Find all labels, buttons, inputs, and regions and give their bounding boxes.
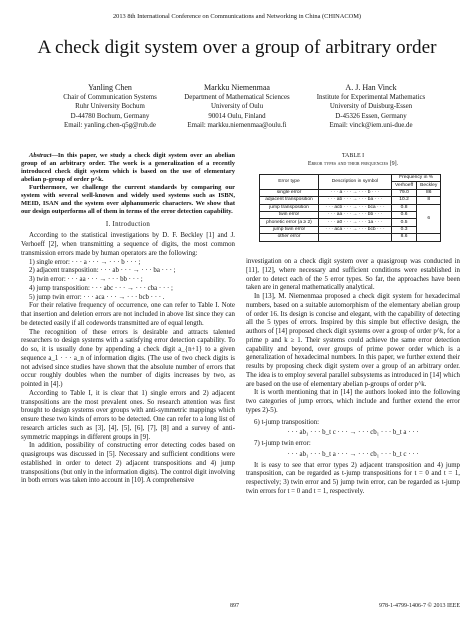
page-number: 897 bbox=[230, 603, 239, 609]
author-address: D-44780 Bochum, Germany bbox=[70, 112, 150, 120]
table-cell: 8.6 bbox=[392, 234, 417, 241]
table-header-cell: Frequency in % bbox=[392, 175, 441, 182]
error-type-item: 2) adjacent transposition: · · · ab · · · → · · · ba · · · ; bbox=[29, 267, 176, 275]
table-row bbox=[260, 234, 441, 241]
intro-paragraph: According to Table I, it is clear that 1) single errors and 2) adjacent transpositions are the most prevalent ones. So research attention was first brought to design systems over groups with anti-symmetric mappings which ensure these two kinds of errors to be detected. One can refer to a long list of research articles such as [3], [4], [5], [6], [7], [8] and a survey of anti-symmetric mappings in different groups in [9]. bbox=[21, 389, 235, 441]
author-affiliation: Institute for Experimental Mathematics bbox=[316, 94, 426, 101]
table-cell: single error bbox=[260, 189, 319, 196]
table-cell: · · · acb · · · → · · · bca · · · bbox=[319, 204, 392, 211]
table-row bbox=[260, 226, 441, 233]
body-paragraph: investigation on a check digit system over a quasigroup was conducted in [11], [12], where necessary and sufficient conditions were established in order to detect each of the 5 error types. So far, the approaches have been taken are in general mathematically analytical. bbox=[246, 258, 460, 292]
table-cell: 0.3 bbox=[392, 226, 417, 233]
equation: · · · ab₁ · · · b_t a · · · → · · · cb₁ · · · b_t c · · · bbox=[287, 450, 419, 458]
intro-paragraph: In addition, possibility of constructing error detecting codes based on quasigroups was discussed in [5]. Necessary and sufficient conditions were established in order to detect 2) adjacent transpositions and 4) jump transpositions (but only in the information digits). The control digit involving in both errors was taken into account in [10]. A comprehensive bbox=[21, 442, 235, 485]
copyright-footer: 978-1-4799-1406-7 © 2013 IEEE bbox=[378, 603, 460, 609]
author-affiliation: Chair of Communication Systems bbox=[63, 94, 157, 101]
intro-paragraph: According to the statistical investigations by D. F. Beckley [1] and J. Verhoeff [2], when transmitting a sequence of digits, the most common transmission errors made by human operators are the following: bbox=[21, 232, 235, 257]
error-type-item: 1) single error: · · · a · · · → · · · b · · · ; bbox=[29, 258, 141, 266]
table-cell bbox=[319, 234, 392, 241]
author-block bbox=[296, 83, 446, 130]
table-header-cell: Error type bbox=[260, 175, 319, 190]
intro-paragraph: The recognition of these errors is desirable and attracts talented researchers to design systems with a satisfying error detection capability. To do so, it is usually done by appending a check digit a_{n+1} to a given sequence a_1 · · · a_n of information digits. (The use of two check digits is not advised since studies have shown that the absolute number of errors that occur roughly doubles when the number of digits increases by two, as pointed in [4].) bbox=[21, 328, 235, 389]
equation: · · · ab₁ · · · b_t c · · · → · · · cb₁ · · · b_t a · · · bbox=[287, 429, 419, 437]
intro-paragraph: For their relative frequency of occurrence, one can refer to Table I. Note that insertion and deletion errors are not included in above list since they can be detected easily if all codewords transmitted are of equal length. bbox=[21, 302, 235, 327]
table-header-cell: Verhoeff bbox=[392, 182, 417, 189]
paper-title: A check digit system over a group of arbitrary order bbox=[37, 37, 437, 58]
error-type-item: 5) jump twin error: · · · aca · · · → · · · bcb · · · . bbox=[29, 293, 165, 301]
author-name: Markku Niemenmaa bbox=[204, 83, 270, 92]
body-paragraph: In [13], M. Niemenmaa proposed a check digit system for hexadecimal numbers, based on a suitable automorphism of the elementary abelian group of order 16. Its design is concise and elegant, with the capability of detecting all the 5 types of errors. Inspired by this simple but effective design, the authors of [14] proposed check digit systems over a group of order p^k, for a prime p and k ≥ 1. Their systems could achieve the same error detection capability and beyond, over groups of prime power order which is a generalization of hexadecimal numbers. In this paper, we further extend their results by proposing check digit system over a group of an arbitrary order. The idea is to employ several parallel subsystems as introduced in [14] which are based on the use of elementary abelian p-groups of order p^k. bbox=[246, 293, 460, 388]
author-university: University of Oulu bbox=[210, 103, 264, 111]
author-university: University of Duisburg-Essen bbox=[329, 103, 413, 111]
author-email: Email: markku.niemenmaa@oulu.fi bbox=[187, 121, 287, 129]
author-name: Yanling Chen bbox=[88, 83, 132, 92]
table-row bbox=[260, 189, 441, 196]
author-email: Email: yanling.chen-q5g@rub.de bbox=[64, 121, 156, 129]
table-number: TABLE I bbox=[341, 153, 365, 159]
body-paragraph: It is worth mentioning that in [14] the authors looked into the following two categories of jump errors, which include and further extend the error types 2)-5). bbox=[246, 389, 460, 414]
author-name: A. J. Han Vinck bbox=[345, 83, 397, 92]
table-cell: 0.6 bbox=[392, 211, 417, 218]
table-cell: 10.2 bbox=[392, 197, 417, 204]
table-cell: other error bbox=[260, 234, 319, 241]
error-type-item: 4) jump transposition: · · · abc · · · → · · · cba · · · ; bbox=[29, 284, 173, 292]
author-affiliation: Department of Mathematical Sciences bbox=[184, 94, 290, 101]
abstract-text: —In this paper, we study a check digit system over an abelian group of an arbitrary order. The work is a generalization of a recently introduced check digit system which is based on the use of elementary abelian p-group of order p^k. bbox=[21, 152, 235, 183]
author-university: Ruhr University Bochum bbox=[75, 103, 145, 111]
body-paragraph: It is easy to see that error types 2) adjacent transposition and 4) jump transposition, can be regarded as t-jump transpositions for t = 0 and t = 1, respectively; 3) twin error and 5) jump twin error, can be regarded as t-jump twin errors for t = 0 and t = 1, respectively. bbox=[246, 461, 460, 495]
table-cell: · · · aa · · · → · · · bb · · · bbox=[319, 211, 392, 218]
table-cell: 86 bbox=[417, 189, 441, 196]
error-type-item: 3) twin error: · · · aa · · · → · · · bb · · · ; bbox=[29, 276, 143, 284]
jump-error-item: 7) t-jump twin error: bbox=[254, 440, 311, 447]
table-row bbox=[260, 204, 441, 211]
table-cell: · · · ab · · · → · · · ba · · · bbox=[319, 197, 392, 204]
table-row bbox=[260, 211, 441, 218]
table-cell: 0.5 bbox=[392, 219, 417, 226]
author-block bbox=[162, 83, 312, 130]
author-address: 90014 Oulu, Finland bbox=[208, 112, 266, 120]
left-column bbox=[21, 152, 235, 486]
table-cell: twin error bbox=[260, 211, 319, 218]
abstract-paragraph-2: Furthermore, we challenge the current standards by comparing our system with several well-known and widely used systems such as ISBN, MEID, ISAN and the system over alphanumeric characters. We show that our design outperforms all of them in terms of the error detection capability. bbox=[21, 183, 235, 215]
table-header-cell: Description in symbol bbox=[319, 175, 392, 190]
table-header-cell: Beckley bbox=[417, 182, 441, 189]
table-row bbox=[260, 197, 441, 204]
table-cell: phonetic error (a ≥ 2) bbox=[260, 219, 319, 226]
table-title: Error types and their frequencies [9]. bbox=[307, 160, 399, 167]
right-column bbox=[246, 258, 460, 497]
table-cell: jump twin error bbox=[260, 226, 319, 233]
table-cell: 0.8 bbox=[392, 204, 417, 211]
abstract-lead: Abstract bbox=[29, 152, 52, 159]
section-heading-introduction: I. Introduction bbox=[105, 220, 151, 228]
table-cell: · · · aca · · · → · · · bcb · · · bbox=[319, 226, 392, 233]
table-header-row bbox=[260, 175, 441, 182]
conference-header: 2013 8th International Conference on Communications and Networking in China (CHINACOM) bbox=[112, 13, 362, 20]
table-caption bbox=[246, 153, 460, 168]
error-frequency-table bbox=[259, 174, 441, 242]
table-cell: 6 bbox=[417, 204, 441, 234]
table-cell: 79.0 bbox=[392, 189, 417, 196]
table-row bbox=[260, 219, 441, 226]
author-address: D-45326 Essen, Germany bbox=[335, 112, 407, 120]
abstract-paragraph bbox=[21, 152, 235, 184]
table-cell bbox=[417, 234, 441, 241]
table-cell: · · · a · · · → · · · b · · · bbox=[319, 189, 392, 196]
table-cell: jump transposition bbox=[260, 204, 319, 211]
author-email: Email: vinck@iem.uni-due.de bbox=[329, 121, 413, 129]
table-cell: adjacent transposition bbox=[260, 197, 319, 204]
table-cell: 8 bbox=[417, 197, 441, 204]
table-cell: · · · a0 · · · → · · · 1a · · · bbox=[319, 219, 392, 226]
jump-error-item: 6) t-jump transposition: bbox=[254, 418, 320, 426]
